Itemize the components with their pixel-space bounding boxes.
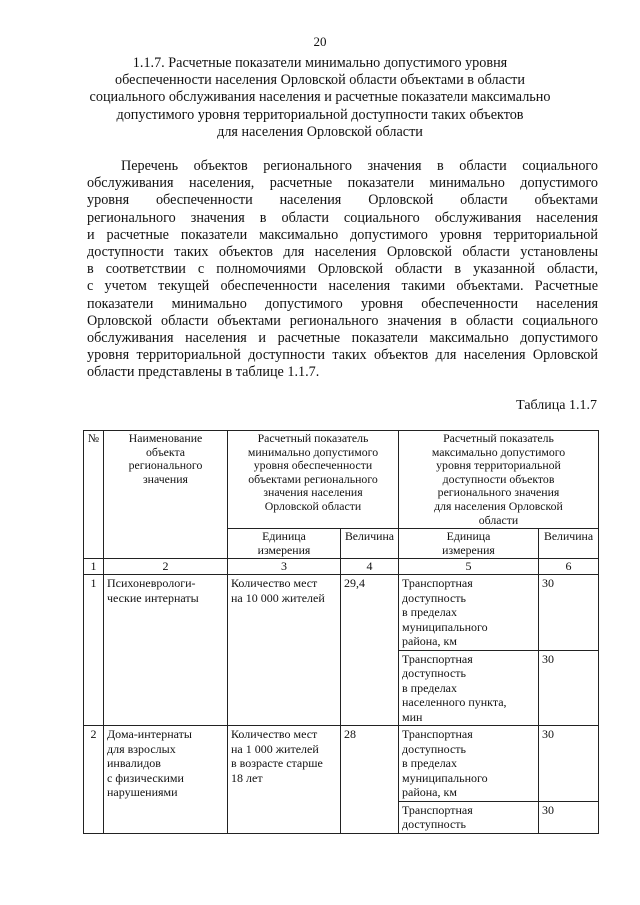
header-unit: Единица измерения — [399, 529, 539, 559]
paragraph-line: уровня обеспеченности населения Орловской области объектами — [87, 192, 598, 209]
column-number: 5 — [399, 559, 539, 575]
table-caption: Таблица 1.1.7 — [516, 398, 597, 413]
max-unit-cell: Транспортная доступность в пределах муниципального района, км — [399, 726, 539, 802]
column-number-row — [84, 559, 599, 575]
header-number: № — [84, 431, 104, 559]
column-number: 1 — [84, 559, 104, 575]
heading-line: обеспеченности населения Орловской области объектами в области — [115, 72, 525, 89]
row-number: 1 — [84, 575, 104, 726]
min-unit-cell: Количество мест на 10 000 жителей — [228, 575, 341, 726]
paragraph-line: уровня территориальной доступности таких объектов для населения Орловской — [87, 347, 598, 364]
paragraph-line: с учетом текущей обеспеченности населения такими объектами. Расчетные — [87, 278, 598, 295]
column-number: 3 — [228, 559, 341, 575]
max-value-cell: 30 — [539, 801, 599, 833]
paragraph-line: показатели минимально допустимого уровня обеспеченности населения — [87, 295, 598, 312]
paragraph-line: доступности таких объектов для населения Орловской области установлены — [87, 244, 598, 261]
paragraph-line: Орловской области объектами регионального значения в области социального — [87, 312, 598, 329]
max-unit-cell: Транспортная доступность — [399, 801, 539, 833]
min-value-cell: 29,4 — [341, 575, 399, 726]
header-object-name: Наименование объекта регионального значения — [104, 431, 228, 559]
header-value: Величина — [341, 529, 399, 559]
header-min-indicator: Расчетный показатель минимально допустимого уровня обеспеченности объектами регионального значения населения Орловской области — [228, 431, 399, 529]
object-name-cell: Дома-интернаты для взрослых инвалидов с физическими нарушениями — [104, 726, 228, 834]
table-header-row — [84, 431, 599, 529]
paragraph-line: в соответствии с полномочиями Орловской области в указанной области, — [87, 261, 598, 278]
column-number: 4 — [341, 559, 399, 575]
heading-line: 1.1.7. Расчетные показатели минимально допустимого уровня — [132, 55, 508, 71]
row-number: 2 — [84, 726, 104, 834]
page-number: 20 — [313, 34, 327, 49]
heading-line: социального обслуживания населения и расчетные показатели максимально — [89, 89, 551, 106]
min-value-cell: 28 — [341, 726, 399, 834]
max-value-cell: 30 — [539, 650, 599, 726]
table-row — [84, 575, 599, 651]
max-value-cell: 30 — [539, 726, 599, 802]
header-unit: Единица измерения — [228, 529, 341, 559]
section-heading — [60, 55, 580, 141]
heading-line: для населения Орловской области — [217, 123, 423, 140]
max-unit-cell: Транспортная доступность в пределах населенного пункта, мин — [399, 650, 539, 726]
table-row — [84, 726, 599, 802]
paragraph-line: регионального значения в области социального обслуживания населения — [87, 209, 598, 226]
header-max-indicator: Расчетный показатель максимально допустимого уровня территориальной доступности объектов регионального значения для населения Орловской области — [399, 431, 599, 529]
object-name-cell: Психоневрологи- ческие интернаты — [104, 575, 228, 726]
max-value-cell: 30 — [539, 575, 599, 651]
column-number: 6 — [539, 559, 599, 575]
paragraph-line: и расчетные показатели максимально допустимого уровня территориальной — [87, 226, 598, 243]
paragraph-line: обслуживания населения и расчетные показатели максимально допустимого — [87, 330, 598, 347]
column-number: 2 — [104, 559, 228, 575]
paragraph-line: Перечень объектов регионального значения в области социального — [121, 158, 598, 174]
heading-line: допустимого уровня территориальной доступности таких объектов — [116, 106, 524, 123]
paragraph-line: обслуживания населения, расчетные показатели минимально допустимого — [87, 175, 598, 192]
header-value: Величина — [539, 529, 599, 559]
max-unit-cell: Транспортная доступность в пределах муниципального района, км — [399, 575, 539, 651]
min-unit-cell: Количество мест на 1 000 жителей в возрасте старше 18 лет — [228, 726, 341, 834]
paragraph-line: области представлены в таблице 1.1.7. — [87, 364, 320, 381]
standards-table — [83, 430, 599, 834]
body-paragraph — [87, 158, 598, 382]
